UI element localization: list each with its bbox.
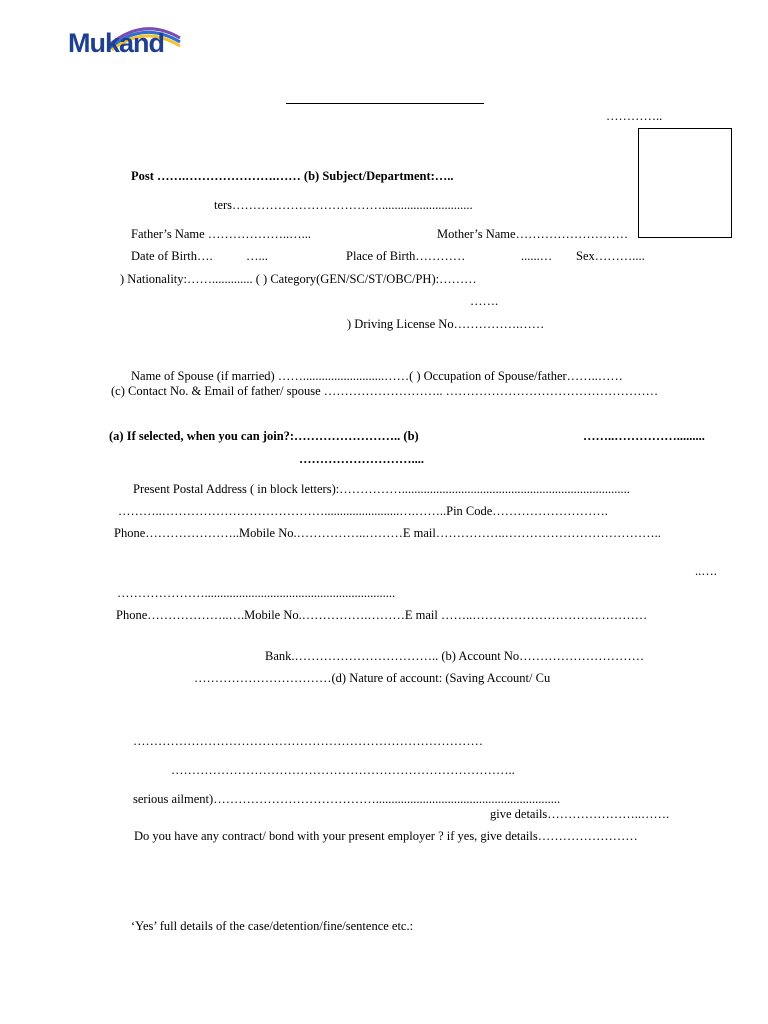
permanent-address-dots[interactable]: …………………............................................................. bbox=[117, 586, 396, 600]
tail-dots[interactable]: ..…. bbox=[695, 564, 717, 578]
place-of-birth-dots[interactable]: ......… bbox=[521, 249, 553, 263]
nationality-category-line[interactable]: ) Nationality:……............. ( ) Category(GEN/SC/ST/OBC/PH):……… bbox=[120, 272, 477, 286]
letters-line[interactable]: ters………………………………............................. bbox=[214, 198, 473, 212]
phone-mobile-email-line-1[interactable]: Phone…………………..Mobile No.……………..………E mail……………..……………………………….. bbox=[114, 526, 661, 540]
contact-line[interactable]: (c) Contact No. & Email of father/ spouse ……………………….. …………………………………………… bbox=[111, 384, 659, 398]
short-dots[interactable]: ……. bbox=[470, 294, 499, 308]
give-details-field[interactable]: give details…………………..……. bbox=[490, 807, 670, 821]
place-of-birth-field[interactable]: Place of Birth………… bbox=[346, 249, 466, 263]
ailment-line[interactable]: serious ailment)…………………………………........................................................... bbox=[133, 792, 561, 806]
company-logo bbox=[68, 22, 188, 64]
blank-dots-line-b[interactable]: ……………………………………………………………………….. bbox=[171, 763, 515, 777]
nature-of-account-line[interactable]: ……………………………(d) Nature of account: (Saving Account/ Cu bbox=[194, 671, 551, 685]
joining-dots[interactable]: ……..……………......... bbox=[583, 429, 705, 443]
phone-mobile-email-line-2[interactable]: Phone………………..….Mobile No.…………….………E mail ……..…………………………………… bbox=[116, 608, 648, 622]
father-name-field[interactable]: Father’s Name ………………..…... bbox=[131, 227, 311, 241]
date-field[interactable]: ………….. bbox=[606, 109, 663, 123]
spouse-line[interactable]: Name of Spouse (if married) ……..........................……( ) Occupation of Spouse/father……..…… bbox=[131, 369, 623, 383]
joining-line[interactable]: (a) If selected, when you can join?:…………………….. (b) bbox=[109, 429, 419, 443]
blank-dots-line-a[interactable]: ………………………………………………………………………… bbox=[133, 734, 483, 748]
contract-bond-line[interactable]: Do you have any contract/ bond with your present employer ? if yes, give details…………………… bbox=[134, 829, 638, 843]
title-underline bbox=[286, 103, 484, 104]
case-details-line[interactable]: ‘Yes’ full details of the case/detention/fine/sentence etc.: bbox=[131, 919, 414, 933]
logo-text: Mukand bbox=[68, 28, 165, 58]
sex-field[interactable]: Sex……….... bbox=[576, 249, 645, 263]
driving-license-field[interactable]: ) Driving License No…………….…… bbox=[347, 317, 545, 331]
date-of-birth-field[interactable]: Date of Birth…. bbox=[131, 249, 213, 263]
bank-account-line[interactable]: Bank.…………………………….. (b) Account No………………………… bbox=[265, 649, 645, 663]
photo-box bbox=[638, 128, 732, 238]
pin-code-line[interactable]: ………..…………………………………........................….……..Pin Code………………………. bbox=[118, 504, 608, 518]
joining-dots-2[interactable]: ……………………….... bbox=[299, 452, 424, 466]
present-address-field[interactable]: Present Postal Address ( in block letters):……………......................................................................... bbox=[133, 482, 630, 496]
post-subject-line[interactable]: Post …….………………….…… (b) Subject/Department:….. bbox=[131, 169, 454, 183]
date-of-birth-dots[interactable]: …... bbox=[246, 249, 268, 263]
mother-name-field[interactable]: Mother’s Name……………………… bbox=[437, 227, 629, 241]
